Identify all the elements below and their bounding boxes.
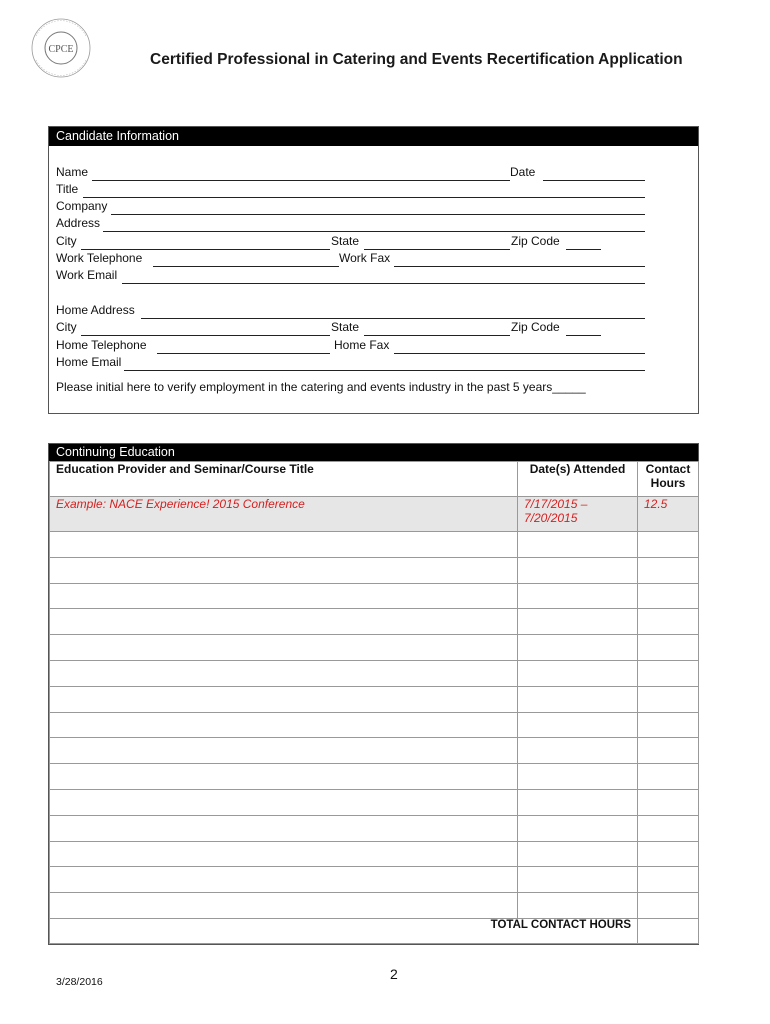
table-row bbox=[50, 583, 699, 609]
home-address-row bbox=[56, 303, 643, 320]
hours-cell[interactable] bbox=[638, 893, 699, 919]
name-label: Name bbox=[56, 165, 89, 179]
work-tel-field[interactable] bbox=[153, 251, 339, 267]
hours-cell[interactable] bbox=[638, 686, 699, 712]
table-row bbox=[50, 841, 699, 867]
provider-cell[interactable] bbox=[50, 557, 518, 583]
education-section bbox=[48, 443, 699, 945]
company-field[interactable] bbox=[111, 199, 645, 215]
table-row bbox=[50, 609, 699, 635]
table-row bbox=[50, 532, 699, 558]
table-row bbox=[50, 660, 699, 686]
home-state-field[interactable] bbox=[364, 320, 510, 336]
table-row bbox=[50, 867, 699, 893]
provider-cell[interactable] bbox=[50, 738, 518, 764]
work-tel-label: Work Telephone bbox=[56, 251, 143, 265]
table-row bbox=[50, 738, 699, 764]
home-fax-label: Home Fax bbox=[334, 338, 390, 352]
dates-cell[interactable] bbox=[518, 841, 638, 867]
address-field[interactable] bbox=[103, 216, 645, 232]
state-label: State bbox=[331, 234, 360, 248]
hours-cell[interactable] bbox=[638, 841, 699, 867]
hours-cell[interactable] bbox=[638, 660, 699, 686]
table-row bbox=[50, 557, 699, 583]
title-label: Title bbox=[56, 182, 79, 196]
table-row bbox=[50, 712, 699, 738]
table-row bbox=[50, 686, 699, 712]
dates-cell[interactable] bbox=[518, 789, 638, 815]
work-fax-label: Work Fax bbox=[339, 251, 391, 265]
home-email-label: Home Email bbox=[56, 355, 122, 369]
dates-cell[interactable] bbox=[518, 712, 638, 738]
provider-cell[interactable] bbox=[50, 532, 518, 558]
date-field[interactable] bbox=[543, 165, 645, 181]
city-label: City bbox=[56, 234, 77, 248]
verify-initial-line[interactable]: Please initial here to verify employment in the catering and events industry in the past 5 years_____ bbox=[56, 380, 586, 394]
provider-cell[interactable] bbox=[50, 841, 518, 867]
hours-cell[interactable] bbox=[638, 532, 699, 558]
hours-cell[interactable] bbox=[638, 738, 699, 764]
date-label: Date bbox=[510, 165, 536, 179]
title-field[interactable] bbox=[83, 182, 645, 198]
example-row bbox=[50, 497, 699, 532]
home-zip-label: Zip Code bbox=[511, 320, 560, 334]
hours-cell[interactable] bbox=[638, 712, 699, 738]
address-label: Address bbox=[56, 216, 101, 230]
provider-cell[interactable] bbox=[50, 635, 518, 661]
table-row bbox=[50, 893, 699, 919]
home-tel-label: Home Telephone bbox=[56, 338, 147, 352]
address-row bbox=[56, 216, 643, 233]
name-row bbox=[56, 165, 643, 182]
name-field[interactable] bbox=[92, 165, 510, 181]
logo-text: CPCE bbox=[48, 44, 74, 55]
provider-cell[interactable] bbox=[50, 893, 518, 919]
dates-cell[interactable] bbox=[518, 583, 638, 609]
total-row bbox=[50, 918, 699, 943]
home-address-field[interactable] bbox=[141, 303, 645, 319]
col-hours-header: Contact Hours bbox=[638, 462, 699, 497]
provider-cell[interactable] bbox=[50, 815, 518, 841]
hours-cell[interactable] bbox=[638, 609, 699, 635]
work-tel-row bbox=[56, 251, 643, 268]
home-zip-field[interactable] bbox=[566, 320, 601, 336]
dates-cell[interactable] bbox=[518, 532, 638, 558]
state-field[interactable] bbox=[364, 234, 510, 250]
provider-cell[interactable] bbox=[50, 686, 518, 712]
page-title: Certified Professional in Catering and Events Recertification Application bbox=[150, 51, 683, 68]
work-email-field[interactable] bbox=[122, 268, 645, 284]
education-heading: Continuing Education bbox=[49, 444, 698, 461]
example-hours: 12.5 bbox=[638, 497, 699, 532]
hours-cell[interactable] bbox=[638, 635, 699, 661]
zip-label: Zip Code bbox=[511, 234, 560, 248]
dates-cell[interactable] bbox=[518, 893, 638, 919]
provider-cell[interactable] bbox=[50, 789, 518, 815]
example-dates: 7/17/2015 – 7/20/2015 bbox=[518, 497, 638, 532]
provider-cell[interactable] bbox=[50, 764, 518, 790]
table-row bbox=[50, 815, 699, 841]
dates-cell[interactable] bbox=[518, 764, 638, 790]
home-city-field[interactable] bbox=[81, 320, 330, 336]
table-row bbox=[50, 764, 699, 790]
title-row bbox=[56, 182, 643, 199]
col-dates-header: Date(s) Attended bbox=[518, 462, 638, 497]
city-row bbox=[56, 234, 643, 251]
home-tel-field[interactable] bbox=[157, 338, 330, 354]
dates-cell[interactable] bbox=[518, 609, 638, 635]
home-fax-field[interactable] bbox=[394, 338, 645, 354]
hours-cell[interactable] bbox=[638, 815, 699, 841]
home-address-label: Home Address bbox=[56, 303, 135, 317]
hours-cell[interactable] bbox=[638, 867, 699, 893]
work-fax-field[interactable] bbox=[394, 251, 645, 267]
company-label: Company bbox=[56, 199, 108, 213]
home-city-label: City bbox=[56, 320, 77, 334]
home-state-label: State bbox=[331, 320, 360, 334]
home-email-field[interactable] bbox=[124, 355, 645, 371]
company-row bbox=[56, 199, 643, 216]
table-row bbox=[50, 789, 699, 815]
education-table bbox=[49, 461, 699, 944]
provider-cell[interactable] bbox=[50, 712, 518, 738]
dates-cell[interactable] bbox=[518, 815, 638, 841]
home-email-row bbox=[56, 355, 643, 372]
dates-cell[interactable] bbox=[518, 867, 638, 893]
home-tel-row bbox=[56, 338, 643, 355]
work-email-row bbox=[56, 268, 643, 285]
city-field[interactable] bbox=[81, 234, 330, 250]
cpce-logo bbox=[22, 16, 100, 80]
total-hours-field[interactable] bbox=[638, 918, 699, 943]
provider-cell[interactable] bbox=[50, 583, 518, 609]
dates-cell[interactable] bbox=[518, 686, 638, 712]
provider-cell[interactable] bbox=[50, 609, 518, 635]
home-city-row bbox=[56, 320, 643, 337]
provider-cell[interactable] bbox=[50, 867, 518, 893]
dates-cell[interactable] bbox=[518, 557, 638, 583]
example-title: Example: NACE Experience! 2015 Conference bbox=[50, 497, 518, 532]
dates-cell[interactable] bbox=[518, 660, 638, 686]
zip-field[interactable] bbox=[566, 234, 601, 250]
footer-date: 3/28/2016 bbox=[56, 976, 103, 988]
total-label: TOTAL CONTACT HOURS bbox=[50, 918, 638, 943]
candidate-heading: Candidate Information bbox=[49, 127, 698, 146]
hours-cell[interactable] bbox=[638, 789, 699, 815]
dates-cell[interactable] bbox=[518, 635, 638, 661]
col-provider-header: Education Provider and Seminar/Course Title bbox=[50, 462, 518, 497]
hours-cell[interactable] bbox=[638, 583, 699, 609]
provider-cell[interactable] bbox=[50, 660, 518, 686]
page-number: 2 bbox=[390, 966, 398, 982]
candidate-section bbox=[48, 126, 699, 414]
hours-cell[interactable] bbox=[638, 557, 699, 583]
table-row bbox=[50, 635, 699, 661]
work-email-label: Work Email bbox=[56, 268, 118, 282]
hours-cell[interactable] bbox=[638, 764, 699, 790]
dates-cell[interactable] bbox=[518, 738, 638, 764]
table-header-row bbox=[50, 462, 699, 497]
